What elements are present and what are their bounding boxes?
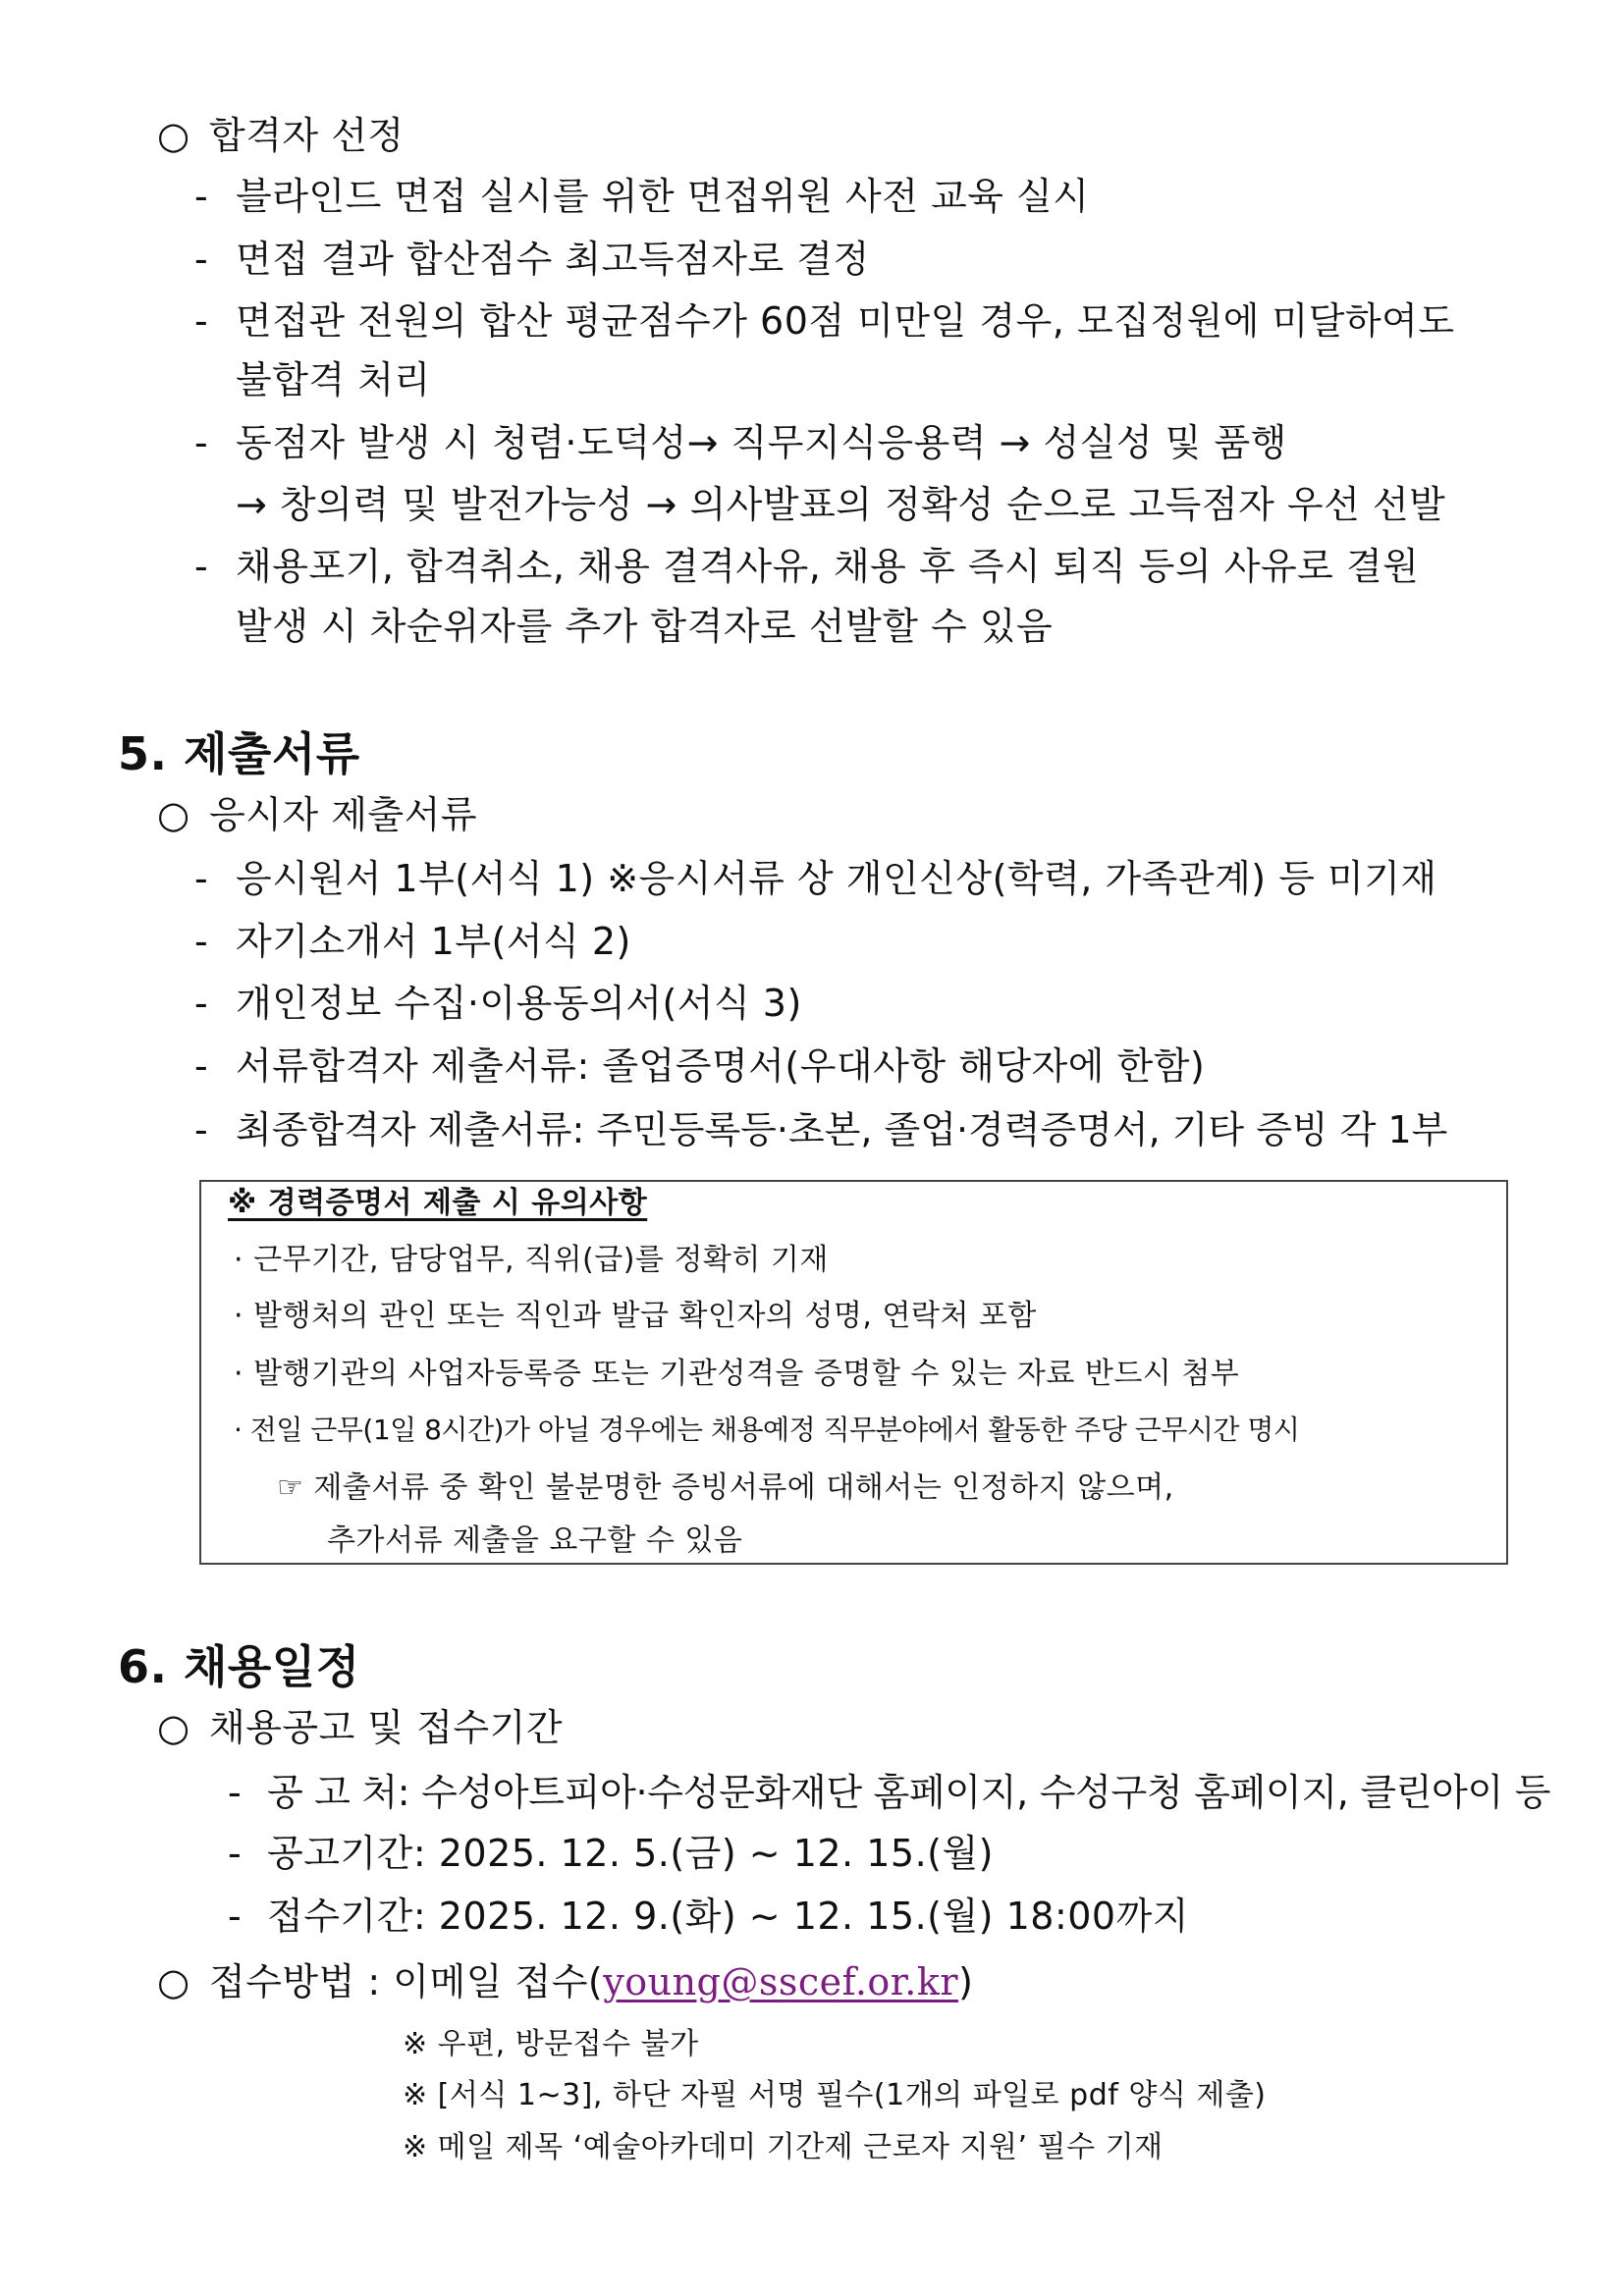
- note-item: 추가서류 제출을 요구할 수 있음: [327, 1523, 743, 1558]
- note-item: ☞ 제출서류 중 확인 불분명한 증빙서류에 대해서는 인정하지 않으며,: [277, 1470, 1174, 1505]
- dash-marker: -: [194, 1044, 208, 1088]
- document-item: 개인정보 수집·이용동의서(서식 3): [236, 982, 802, 1025]
- schedule-item: 공고기간: 2025. 12. 5.(금) ~ 12. 15.(월): [267, 1832, 995, 1875]
- selection-item: 동점자 발생 시 청렴·도덕성→ 직무지식응용력 → 성실성 및 품행: [236, 421, 1287, 464]
- selection-item: 면접관 전원의 합산 평균점수가 60점 미만일 경우, 모집정원에 미달하여도: [236, 299, 1455, 343]
- section-bullet: ○: [157, 114, 190, 157]
- document-item: 응시원서 1부(서식 1) ※응시서류 상 개인신상(학력, 가족관계) 등 미기재: [236, 857, 1437, 900]
- application-note: ※ [서식 1~3], 하단 자필 서명 필수(1개의 파일로 pdf 양식 제출): [403, 2078, 1267, 2112]
- application-method: [209, 1958, 973, 2005]
- dash-marker: -: [194, 421, 208, 464]
- dash-marker: -: [194, 175, 208, 218]
- dash-marker: -: [194, 920, 208, 963]
- selection-item: 채용포기, 합격취소, 채용 결격사유, 채용 후 즉시 퇴직 등의 사유로 결원: [236, 545, 1420, 588]
- selection-item: 불합격 처리: [236, 358, 431, 401]
- dash-marker: -: [194, 1108, 208, 1151]
- dash-marker: -: [194, 982, 208, 1025]
- section-bullet: ○: [157, 1960, 190, 2003]
- application-note: ※ 우편, 방문접수 불가: [403, 2027, 699, 2061]
- selection-item: → 창의력 및 발전가능성 → 의사발표의 정확성 순으로 고득점자 우선 선발: [236, 483, 1446, 526]
- method-label: 접수방법 : 이메일 접수(: [209, 1960, 604, 2003]
- dash-marker: -: [228, 1832, 242, 1875]
- selection-title: 합격자 선정: [209, 114, 405, 157]
- application-note: ※ 메일 제목 ‘예술아카데미 기간제 근로자 지원’ 필수 기재: [403, 2130, 1164, 2164]
- dash-marker: -: [228, 1771, 242, 1814]
- document-item: 최종합격자 제출서류: 주민등록등·초본, 졸업·경력증명서, 기타 증빙 각 1부: [236, 1108, 1448, 1151]
- dash-marker: -: [228, 1895, 242, 1938]
- selection-item: 면접 결과 합산점수 최고득점자로 결정: [236, 238, 870, 281]
- email-link[interactable]: young@sscef.or.kr: [603, 1960, 959, 2003]
- section-heading: 5. 제출서류: [118, 727, 360, 780]
- section5-subtitle: 응시자 제출서류: [209, 793, 478, 836]
- note-item: · 발행기관의 사업자등록증 또는 기관성격을 증명할 수 있는 자료 반드시 첨부: [234, 1357, 1240, 1391]
- section-bullet: ○: [157, 793, 190, 836]
- section-heading: 6. 채용일정: [118, 1640, 360, 1693]
- dash-marker: -: [194, 299, 208, 343]
- note-item: · 발행처의 관인 또는 직인과 발급 확인자의 성명, 연락처 포함: [234, 1299, 1037, 1333]
- note-title: ※ 경력증명서 제출 시 유의사항: [228, 1186, 648, 1220]
- note-item: · 전일 근무(1일 8시간)가 아닐 경우에는 채용예정 직무분야에서 활동한 주당 근무시간 명시: [234, 1414, 1300, 1446]
- dash-marker: -: [194, 857, 208, 900]
- document-item: 서류합격자 제출서류: 졸업증명서(우대사항 해당자에 한함): [236, 1044, 1206, 1088]
- note-item: · 근무기간, 담당업무, 직위(급)를 정확히 기재: [234, 1243, 829, 1277]
- section-bullet: ○: [157, 1706, 190, 1749]
- section6-subtitle: 채용공고 및 접수기간: [209, 1706, 564, 1749]
- dash-marker: -: [194, 545, 208, 588]
- selection-item: 발생 시 차순위자를 추가 합격자로 선발할 수 있음: [236, 605, 1054, 648]
- dash-marker: -: [194, 238, 208, 281]
- schedule-item: 공 고 처: 수성아트피아·수성문화재단 홈페이지, 수성구청 홈페이지, 클린아이 등: [267, 1771, 1551, 1814]
- document-item: 자기소개서 1부(서식 2): [236, 920, 631, 963]
- schedule-item: 접수기간: 2025. 12. 9.(화) ~ 12. 15.(월) 18:00까지: [267, 1895, 1190, 1938]
- method-close: ): [958, 1960, 974, 2003]
- selection-item: 블라인드 면접 실시를 위한 면접위원 사전 교육 실시: [236, 175, 1090, 218]
